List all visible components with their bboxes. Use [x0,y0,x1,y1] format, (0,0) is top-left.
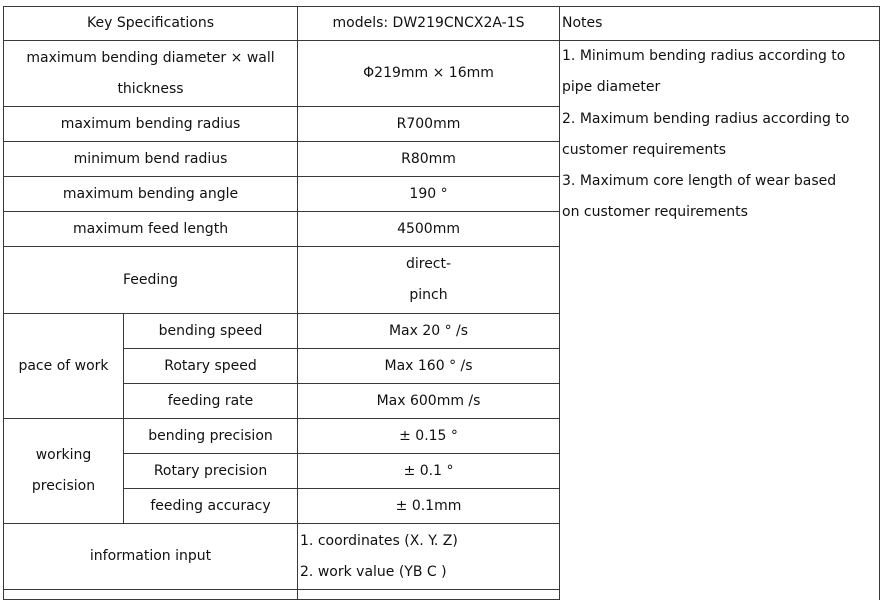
header-key-specifications: Key Specifications [4,7,298,41]
max-diameter-label [4,41,298,107]
max-angle-label: maximum bending angle [4,177,298,212]
feeding-rate-value: Max 600mm /s [298,384,560,419]
row-max-diameter [4,41,880,107]
bending-speed-value: Max 20 ° /s [298,314,560,349]
max-diameter-label-line2: thickness [117,80,184,97]
cut-off-cell [298,590,560,600]
max-radius-value: R700mm [298,107,560,142]
information-input-label: information input [4,524,298,590]
note-line: 1. Minimum bending radius according to [562,48,846,64]
max-feed-value: 4500mm [298,212,560,247]
max-angle-value: 190 ° [298,177,560,212]
min-radius-label: minimum bend radius [4,142,298,177]
working-precision-line1: working [35,447,92,463]
note-line: customer requirements [562,141,727,158]
bending-precision-value: ± 0.15 ° [298,419,560,454]
information-input-line1: 1. coordinates (X. Y. Z) [300,532,458,549]
rotary-precision-label: Rotary precision [124,454,298,489]
header-model: models: DW219CNCX2A-1S [298,7,560,41]
feeding-value-line1: direct- [405,256,452,272]
header-row [4,7,880,41]
bending-speed-label: bending speed [124,314,298,349]
feeding-value [298,247,560,314]
specifications-table [3,6,880,600]
header-notes: Notes [560,7,880,41]
note-line: on customer requirements [562,204,748,221]
feeding-accuracy-label: feeding accuracy [124,489,298,524]
max-diameter-label-line1: maximum bending diameter × wall [26,49,275,66]
working-precision-line2: precision [31,478,96,494]
information-input-value [298,524,560,590]
rotary-precision-value: ± 0.1 ° [298,454,560,489]
max-feed-label: maximum feed length [4,212,298,247]
min-radius-value: R80mm [298,142,560,177]
max-radius-label: maximum bending radius [4,107,298,142]
rotary-speed-value: Max 160 ° /s [298,349,560,384]
feeding-accuracy-value: ± 0.1mm [298,489,560,524]
information-input-line2: 2. work value (YB C ) [300,563,447,580]
cut-off-cell [4,590,298,600]
note-line: pipe diameter [562,79,661,96]
note-line: 3. Maximum core length of wear based [562,173,837,190]
rotary-speed-label: Rotary speed [124,349,298,384]
feeding-rate-label: feeding rate [124,384,298,419]
max-diameter-value: Φ219mm × 16mm [298,41,560,107]
pace-of-work-label: pace of work [4,314,124,419]
notes-cell [560,41,880,600]
working-precision-label [4,419,124,524]
bending-precision-label: bending precision [124,419,298,454]
feeding-value-line2: pinch [409,287,448,303]
feeding-label: Feeding [4,247,298,314]
note-line: 2. Maximum bending radius according to [562,110,850,127]
